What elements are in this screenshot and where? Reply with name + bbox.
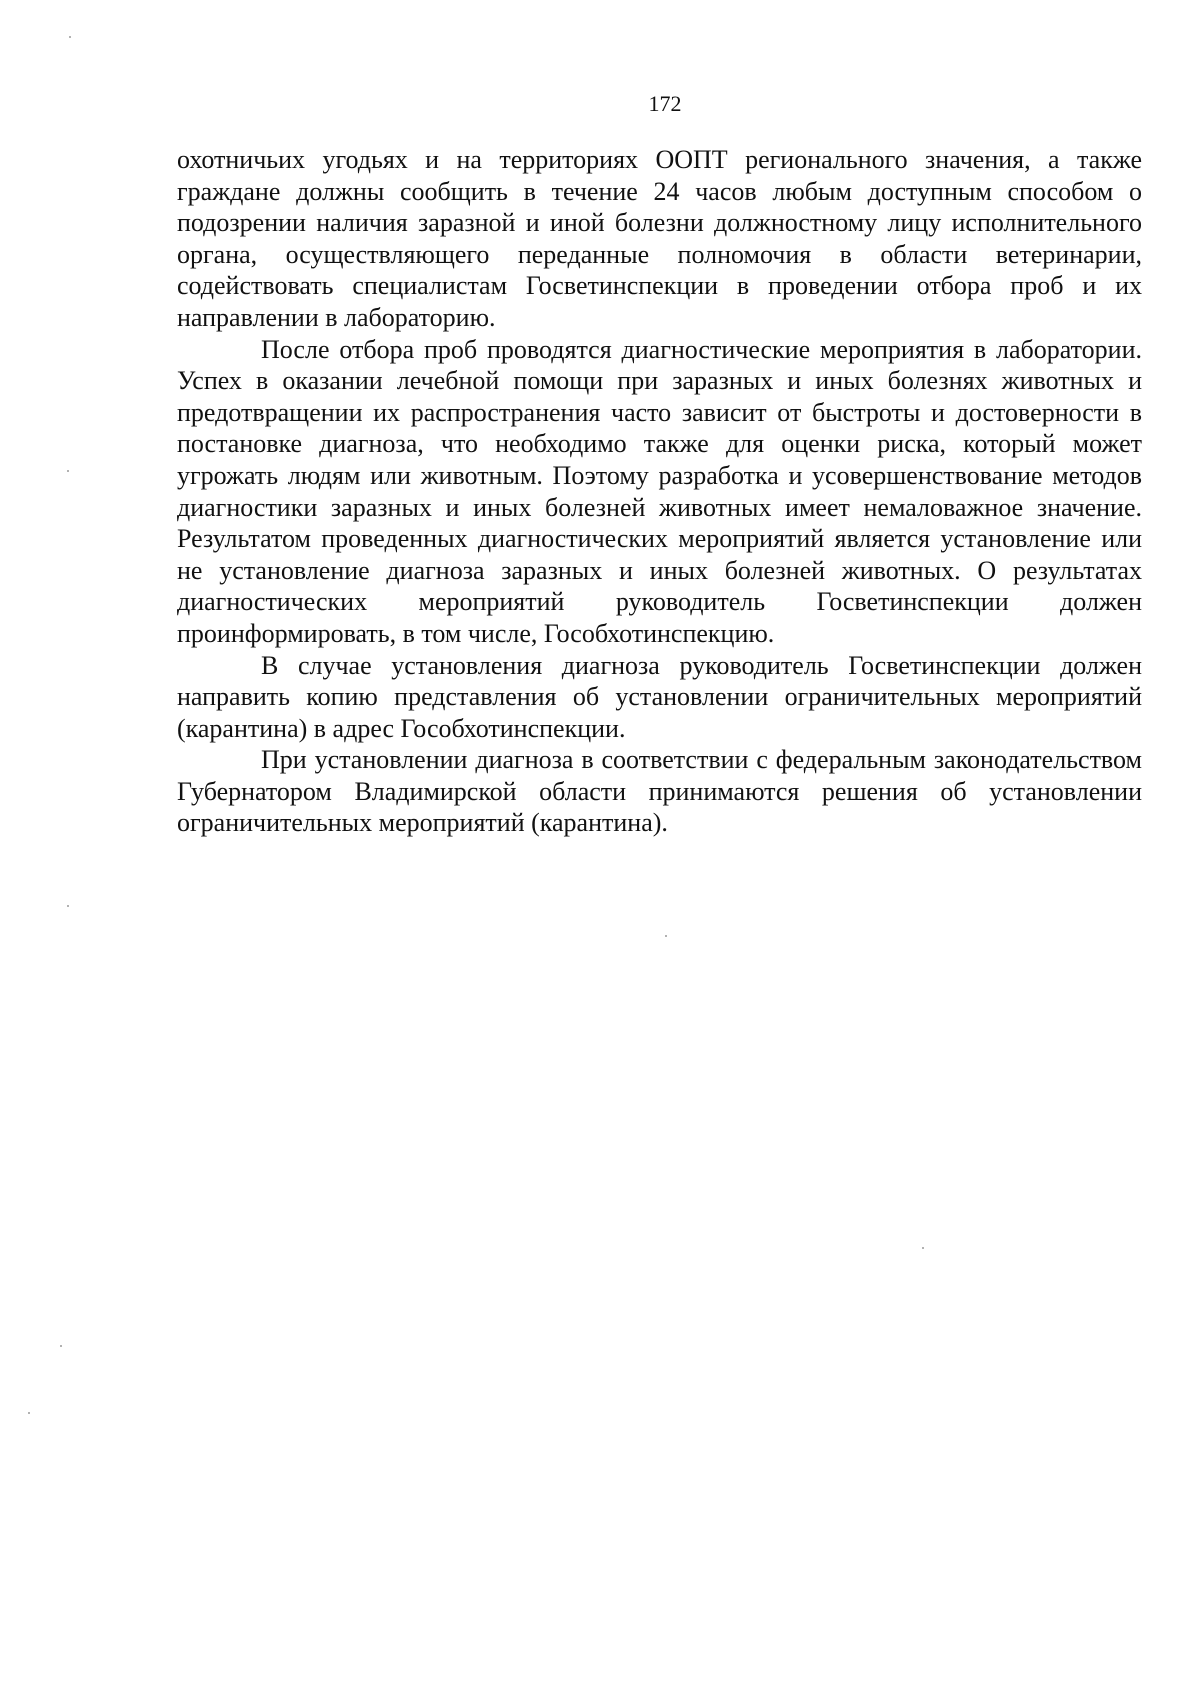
body-text [177, 144, 1142, 839]
scan-speck [922, 1247, 924, 1249]
scan-speck [60, 1345, 62, 1347]
scan-speck [67, 905, 69, 907]
scan-speck [67, 470, 69, 472]
scan-speck [28, 1412, 30, 1414]
page-number: 172 [648, 91, 682, 116]
paragraph-4: При установлении диагноза в соответствии с федеральным законодательством Губернатором Владимирской области принимаются решения об установлении ограничительных мероприятий (карантина). [177, 745, 1142, 838]
paragraph-2: После отбора проб проводятся диагностические мероприятия в лаборатории. Успех в оказании лечебной помощи при заразных и иных болезнях животных и предотвращении их распространения часто зависит от быстроты и достоверности в постановке диагноза, что необходимо также для оценки риска, который может угрожать людям или животным. Поэтому разработка и усовершенствование методов диагностики заразных и иных болезней животных имеет немаловажное значение. Результатом проведенных диагностических мероприятий является установление или не установление диагноза заразных и иных болезней животных. О результатах диагностических мероприятий руководитель Госветинспекции должен проинформировать, в том числе, Гособхотинспекцию. [177, 334, 1142, 648]
scan-speck [665, 935, 667, 937]
paragraph-1: охотничьих угодьях и на территориях ООПТ регионального значения, а также граждане должны сообщить в течение 24 часов любым доступным способом о подозрении наличия заразной и иной болезни должностному лицу исполнительного органа, осуществляющего переданные полномочия в области ветеринарии, содействовать специалистам Госветинспекции в проведении отбора проб и их направлении в лабораторию. [177, 145, 1142, 332]
scan-speck [69, 36, 71, 38]
paragraph-3: В случае установления диагноза руководитель Госветинспекции должен направить копию представления об установлении ограничительных мероприятий (карантина) в адрес Гособхотинспекции. [177, 650, 1142, 743]
